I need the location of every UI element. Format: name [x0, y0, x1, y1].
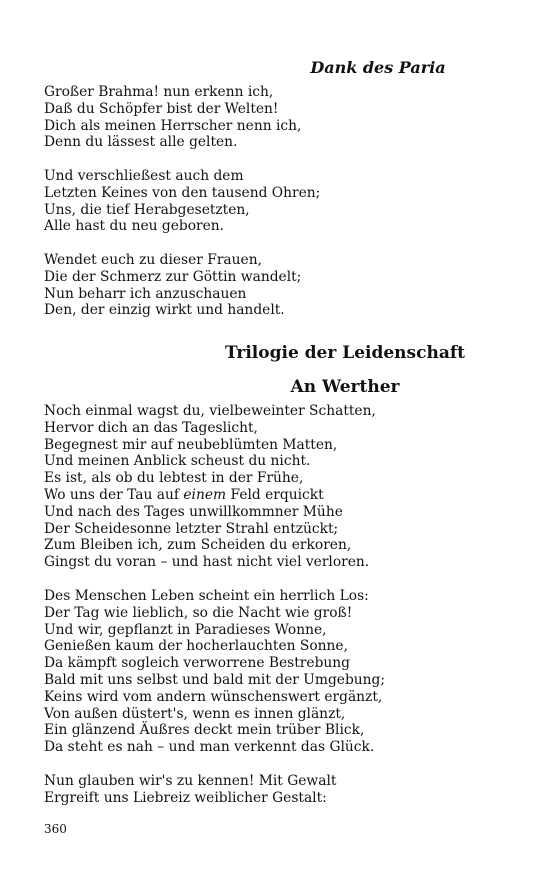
poem2-stanza-2 — [44, 588, 385, 756]
poem1-stanza-3 — [44, 252, 301, 319]
verse-line: Begegnest mir auf neubeblümten Matten, — [44, 436, 338, 453]
poem1-stanza-1 — [44, 84, 301, 151]
verse-line: Der Scheidesonne letzter Strahl entzückt; — [44, 520, 339, 537]
verse-line: Ein glänzend Äußres deckt mein trüber Blick, — [44, 722, 365, 739]
verse-text: Feld erquickt — [226, 486, 324, 503]
verse-line: Genießen kaum der hocherlauchten Sonne, — [44, 638, 348, 655]
verse-line: Des Menschen Leben scheint ein herrlich Los: — [44, 588, 369, 604]
verse-line: Die der Schmerz zur Göttin wandelt; — [44, 268, 302, 285]
verse-line: Nun glauben wir's zu kennen! Mit Gewalt — [44, 773, 337, 789]
verse-line: Alle hast du neu geboren. — [44, 218, 225, 235]
verse-line: Und nach des Tages unwillkommner Mühe — [44, 503, 343, 520]
verse-line: Bald mit uns selbst und bald mit der Umgebung; — [44, 671, 386, 688]
verse-line: Großer Brahma! nun erkenn ich, — [44, 84, 274, 100]
verse-line: Und wir, gepflanzt in Paradieses Wonne, — [44, 621, 327, 638]
verse-line: Denn du lässest alle gelten. — [44, 134, 238, 151]
poem-title-an-werther: An Werther — [290, 377, 400, 397]
verse-line: Ergreift uns Liebreiz weiblicher Gestalt: — [44, 789, 327, 806]
verse-line: Von außen düstert's, wenn es innen glänzt, — [44, 705, 346, 722]
verse-line: Daß du Schöpfer bist der Welten! — [44, 100, 279, 117]
poem1-stanza-2 — [44, 168, 320, 235]
verse-line: Nun beharr ich anzuschauen — [44, 285, 247, 302]
verse-line — [44, 487, 376, 504]
verse-line: Hervor dich an das Tageslicht, — [44, 419, 258, 436]
poem2-stanza-1 — [44, 403, 376, 571]
verse-line: Und meinen Anblick scheust du nicht. — [44, 453, 311, 470]
page-number: 360 — [44, 822, 67, 836]
verse-line: Noch einmal wagst du, vielbeweinter Schatten, — [44, 403, 376, 419]
verse-line: Den, der einzig wirkt und handelt. — [44, 302, 285, 319]
poem-title-dank-des-paria: Dank des Paria — [310, 58, 446, 77]
verse-line: Dich als meinen Herrscher nenn ich, — [44, 117, 302, 134]
verse-line: Der Tag wie lieblich, so die Nacht wie groß! — [44, 604, 353, 621]
verse-text: Wo uns der Tau auf — [44, 486, 184, 503]
verse-line: Da steht es nah – und man verkennt das Glück. — [44, 739, 375, 756]
verse-line: Uns, die tief Herabgesetzten, — [44, 201, 250, 218]
verse-line: Zum Bleiben ich, zum Scheiden du erkoren, — [44, 537, 352, 554]
poem2-stanza-3 — [44, 773, 336, 807]
verse-line: Keins wird vom andern wünschenswert ergänzt, — [44, 688, 383, 705]
verse-line: Da kämpft sogleich verworrene Bestrebung — [44, 655, 351, 672]
verse-line: Und verschließest auch dem — [44, 168, 244, 184]
verse-line: Gingst du voran – und hast nicht viel verloren. — [44, 554, 370, 571]
emphasized-word: einem — [183, 486, 227, 503]
section-title-trilogie: Trilogie der Leidenschaft — [224, 343, 466, 363]
verse-line: Es ist, als ob du lebtest in der Frühe, — [44, 470, 304, 487]
verse-line: Letzten Keines von den tausend Ohren; — [44, 184, 321, 201]
verse-line: Wendet euch zu dieser Frauen, — [44, 252, 262, 268]
